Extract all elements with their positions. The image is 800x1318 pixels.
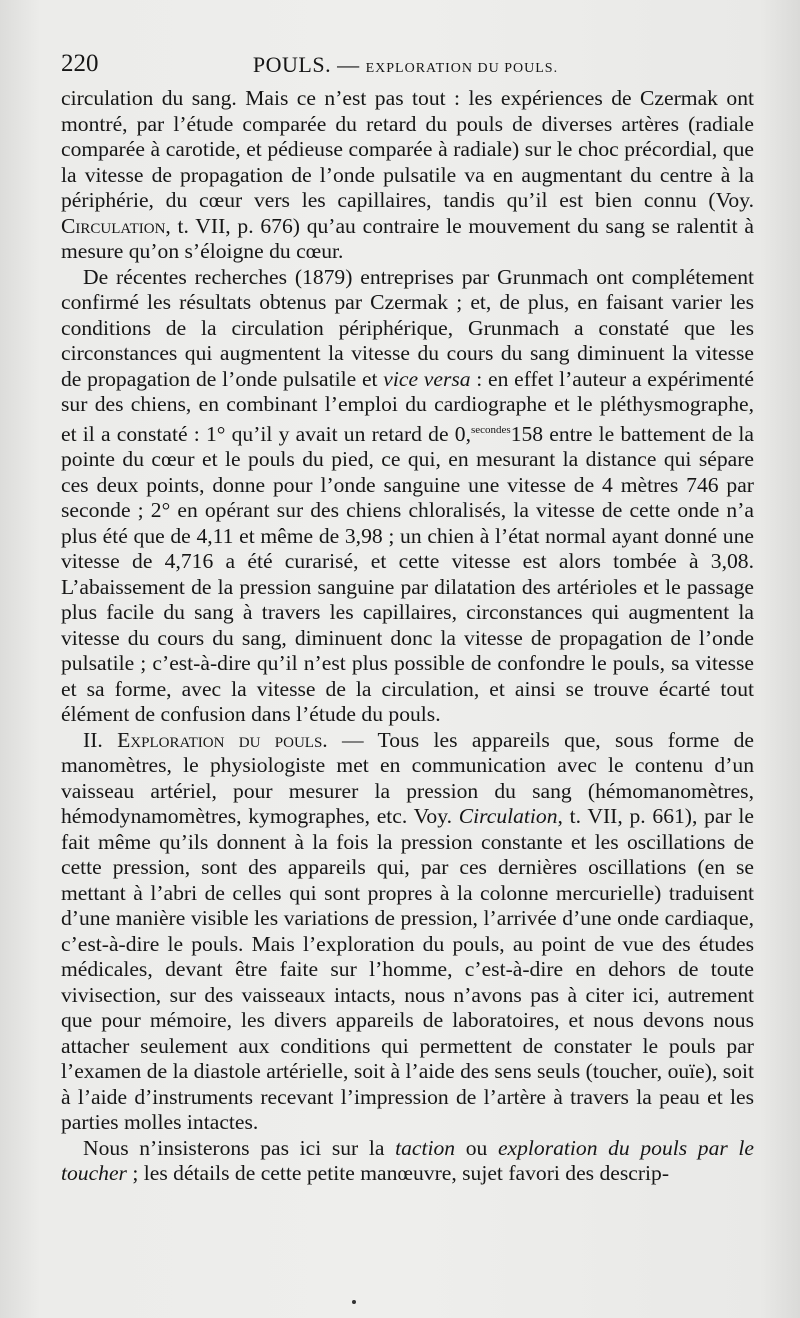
running-title <box>61 52 750 78</box>
paragraph-2-text-b: : en effet l’auteur a expérimenté sur des chiens, en combinant l’emploi du cardiographe et le pléthysmographe, et il a constaté : 1° qu’il y avait un retard de 0, <box>61 366 754 446</box>
paragraph-1 <box>61 86 754 265</box>
paragraph-4-text-b: ou <box>455 1135 498 1160</box>
paragraph-4-text-c: ; les détails de cette petite manœuvre, sujet favori des descrip- <box>126 1161 670 1185</box>
paragraph-1-smallcaps: Circulation <box>61 213 166 238</box>
paragraph-4-italic-b: exploration du pouls par le toucher <box>61 1135 754 1185</box>
running-title-main: POULS. <box>252 52 332 77</box>
paragraph-1-end: , t. VII, p. 676) qu’au contraire le mouvement du sang se ralentit à mesure qu’on s’éloigne du cœur. <box>61 213 754 263</box>
print-speck <box>352 1300 356 1304</box>
paragraph-4-italic-a: taction <box>395 1135 456 1160</box>
section-title: Exploration du pouls. <box>117 727 328 752</box>
body-text <box>61 86 754 1187</box>
paragraph-1-text: circulation du sang. Mais ce n’est pas tout : les expériences de Czermak ont montré, par l’étude comparée du retard du pouls de diverses artères (radiale comparée à carotide, et pédieuse comparée à radiale) sur le choc précordial, que la vitesse de propagation de l’onde pulsatile va en augmentant du centre à la périphérie, du cœur vers les capillaires, tandis qu’il est bien connu (Voy. <box>61 86 754 212</box>
paragraph-2-text-a: De récentes recherches (1879) entreprises par Grunmach ont complétement confirmé les résultats obtenus par Czermak ; et, de plus, en faisant varier les conditions de la circulation périphérique, Grunmach a constaté que les circonstances qui augmentent la vitesse du cours du sang diminuent la vitesse de propagation de l’onde pulsatile et <box>61 264 754 391</box>
paragraph-3-italic: Circulation <box>458 804 558 828</box>
paragraph-4 <box>61 1136 754 1187</box>
paragraph-2 <box>61 265 754 728</box>
paragraph-3-text-a: — Tous les appareils que, sous forme de manomètres, le physiologiste met en communication avec le contenu d’un vaisseau artériel, pour mesurer la pression du sang (hémomanomètres, hémodynamomètres, kymographes, etc. Voy. <box>61 727 754 828</box>
running-title-subtitle: EXPLORATION DU POULS. <box>365 61 559 76</box>
paragraph-3-text-b: , t. VII, p. 661), par le fait même qu’ils donnent à la fois la pression constante et les oscillations de cette pression, sont des appareils qui, par ces dernières oscillations (en se mettant à l’abri de celles qui sont propres à la colonne mercurielle) traduisent d’une manière visible les variations de pression, l’arrivée d’une onde cardiaque, c’est-à-dire le pouls. Mais l’exploration du pouls, au point de vue des études médicales, devant être faite sur l’homme, c’est-à-dire en dehors de toute vivisection, sur des vaisseaux intacts, nous n’avons pas à citer ici, autrement que pour mémoire, les divers appareils de laboratoires, et nous devons nous attacher seulement aux conditions qui permettent de constater le pouls par l’examen de la diastole artérielle, soit à l’aide des sens seuls (toucher, ouïe), soit à l’aide d’instruments recevant l’impression de l’artère à travers la peau et les parties molles intactes. <box>61 804 754 1134</box>
page-header <box>61 50 750 84</box>
paragraph-4-text-a: Nous n’insisterons pas ici sur la <box>83 1135 396 1160</box>
running-title-separator: — <box>331 52 366 77</box>
section-number: II. <box>83 727 118 752</box>
paragraph-2-text-c: 158 entre le battement de la pointe du cœur et le pouls du pied, ce qui, en mesurant la distance qui sépare ces deux points, donne pour l’onde sanguine une vitesse de 4 mètres 746 par seconde ; 2° en opérant sur des chiens chloralisés, la vitesse de cette onde n’a plus été que de 4,11 et même de 3,98 ; un chien à l’état normal ayant donné une vitesse de 4,716 a été curarisé, et cette vitesse est alors tombée à 3,08. L’abaissement de la pression sanguine par dilatation des artérioles et le passage plus facile du sang à travers les capillaires, circonstances qui augmentent la vitesse du cours du sang, diminuent donc la vitesse de propagation de l’onde pulsatile ; c’est-à-dire qu’il n’est plus possible de confondre le pouls, sa vitesse et sa forme, avec la vitesse de la circulation, et ainsi se trouve écarté tout élément de confusion dans l’étude du pouls. <box>61 421 754 726</box>
page-number: 220 <box>61 50 99 77</box>
paragraph-2-italic: vice versa <box>383 366 471 391</box>
paragraph-3 <box>61 728 754 1136</box>
paragraph-2-superscript: secondes <box>470 423 511 436</box>
